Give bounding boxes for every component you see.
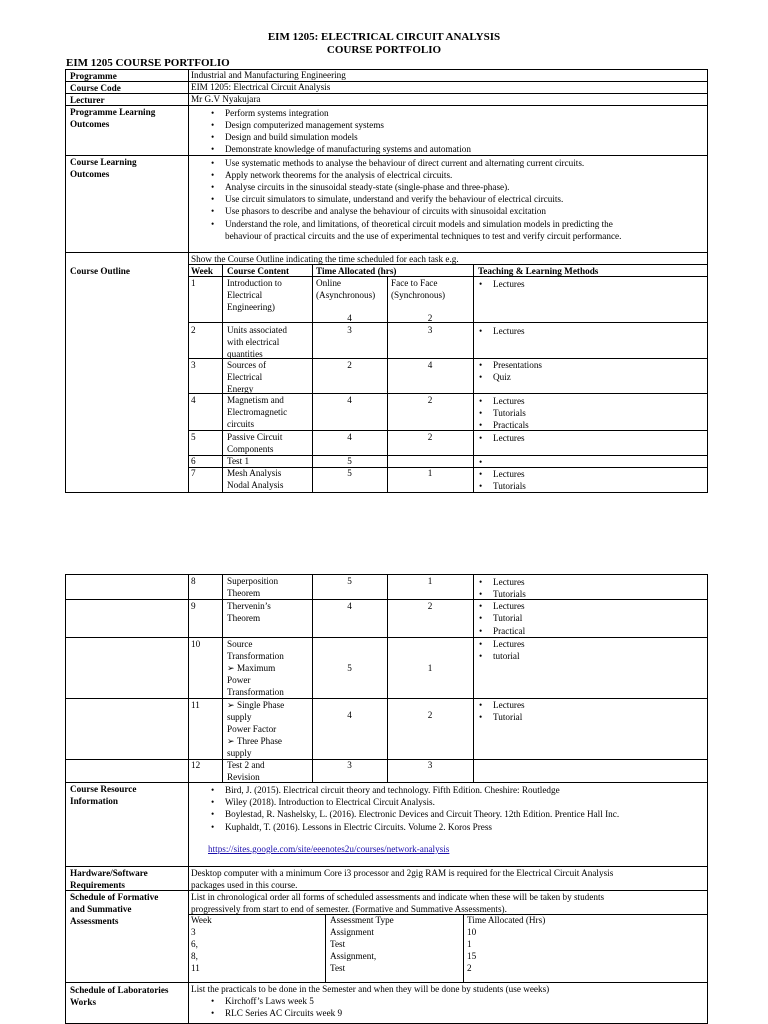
course-code-label: Course Code: [70, 83, 121, 93]
plo-item: • Design and build simulation models: [225, 131, 358, 143]
week-number: 8: [191, 576, 196, 586]
course-content: supply: [227, 712, 252, 722]
f2f-hours: 2: [427, 313, 433, 323]
method-item: • Lectures: [493, 600, 525, 612]
course-content: Thervenin’s: [227, 601, 271, 611]
course-content: Revision: [227, 772, 260, 782]
resource-item: • Wiley (2018). Introduction to Electrical Circuit Analysis.: [225, 796, 435, 808]
online-hours: 4: [347, 395, 352, 405]
week-number: 3: [191, 360, 196, 370]
assessment-header-type: Assessment Type: [330, 915, 394, 925]
course-code-value: EIM 1205: Electrical Circuit Analysis: [191, 82, 331, 92]
method-item: • Tutorial: [493, 711, 522, 723]
labs-intro: List the practicals to be done in the Semester and when they will be done by students (use weeks): [191, 984, 550, 994]
method-item: • Lectures: [493, 325, 525, 337]
course-content: Engineering): [227, 302, 275, 312]
plo-item: • Perform systems integration: [225, 107, 329, 119]
course-content: Nodal Analysis: [227, 480, 284, 490]
f2f-hours: 1: [427, 663, 433, 673]
document-title: EIM 1205: ELECTRICAL CIRCUIT ANALYSIS: [267, 31, 501, 43]
f2f-hours: 2: [427, 710, 433, 720]
method-item: • Lectures: [493, 432, 525, 444]
labs-label-2: Works: [70, 997, 97, 1007]
method-item: • Quiz: [493, 371, 511, 383]
course-content: Units associated: [227, 325, 287, 335]
course-content: Theorem: [227, 588, 261, 598]
course-content: circuits: [227, 419, 255, 429]
f2f-hours: 2: [427, 601, 433, 611]
outline-header-content: Course Content: [227, 266, 290, 276]
assessment-time: 15: [467, 951, 477, 961]
assessments-intro: List in chronological order all forms of scheduled assessments and indicate when these will be taken by students: [191, 892, 605, 902]
assessment-type: Assignment,: [330, 951, 377, 961]
online-hours: 3: [347, 325, 352, 335]
course-outline-intro: Show the Course Outline indicating the time scheduled for each task e.g.: [191, 254, 459, 264]
online-hours: 5: [347, 456, 352, 466]
method-item: • Lectures: [493, 395, 525, 407]
assessment-type: Assignment: [330, 927, 374, 937]
course-content: ➢ Maximum: [227, 663, 276, 673]
course-content: Passive Circuit: [227, 432, 283, 442]
plo-item: • Demonstrate knowledge of manufacturing systems and automation: [225, 143, 471, 155]
f2f-hours: 2: [427, 395, 433, 405]
assessment-type: Test: [330, 939, 346, 949]
course-content: Test 2 and: [227, 760, 265, 770]
method-item: • Tutorials: [493, 480, 526, 492]
assessment-week: 6,: [191, 939, 198, 949]
clo-item: • Understand the role, and limitations, of theoretical circuit models and simulation models in predicting the: [225, 218, 613, 230]
online-hours: 4: [347, 710, 352, 720]
online-hours: 4: [347, 432, 352, 442]
f2f-hours: 4: [427, 360, 433, 370]
assessments-label-3: Assessments: [70, 916, 119, 926]
course-content: Introduction to: [227, 278, 282, 288]
assessment-time: 10: [467, 927, 477, 937]
course-content: Power Factor: [227, 724, 277, 734]
online-hours: 4: [347, 313, 352, 323]
f2f-hours: 3: [427, 760, 433, 770]
week-number: 4: [191, 395, 196, 405]
outline-header-week: Week: [191, 266, 213, 276]
course-content: ➢ Single Phase: [227, 700, 285, 710]
assessment-header-time: Time Allocated (Hrs): [467, 915, 546, 925]
resources-label: Course Resource: [70, 784, 137, 794]
f2f-hours: 1: [427, 576, 433, 586]
course-content: Components: [227, 444, 274, 454]
course-content: Energy: [227, 384, 254, 394]
plo-item: • Design computerized management systems: [225, 119, 384, 131]
course-content: quantities: [227, 349, 263, 359]
method-item: • Lectures: [493, 468, 525, 480]
course-content: Theorem: [227, 613, 261, 623]
course-content: Electrical: [227, 372, 263, 382]
f2f-hours: 2: [427, 432, 433, 442]
programme-label: Programme: [70, 71, 117, 81]
assessment-week: 3: [191, 927, 196, 937]
week-number: 11: [191, 700, 200, 710]
course-content: Magnetism and: [227, 395, 284, 405]
hardware-text: Desktop computer with a minimum Core i3 processor and 2gig RAM is required for the Electrical Circuit Analysis: [191, 868, 614, 878]
assessments-intro-2: progressively from start to end of semester. (Formative and Summative Assessments).: [191, 904, 507, 914]
online-hours: 4: [347, 601, 352, 611]
resource-item: • Boylestad, R. Nashelsky, L. (2016). Electronic Devices and Circuit Theory. 12th Edition. Prentice Hall Inc.: [225, 808, 619, 820]
online-subheader: (Asynchronous): [316, 290, 376, 300]
course-content: Power: [227, 675, 251, 685]
lab-item: • RLC Series AC Circuits week 9: [225, 1007, 342, 1019]
assessment-time: 1: [467, 939, 472, 949]
lab-item: • Kirchoff’s Laws week 5: [225, 995, 314, 1007]
method-item: • Practicals: [493, 419, 529, 431]
lecturer-value: Mr G.V Nyakujara: [191, 94, 261, 104]
online-hours: 2: [347, 360, 352, 370]
clo-label-2: Outcomes: [70, 169, 110, 179]
week-number: 5: [191, 432, 196, 442]
document-subtitle: COURSE PORTFOLIO: [326, 44, 442, 56]
labs-label: Schedule of Laboratories: [70, 985, 169, 995]
online-hours: 3: [347, 760, 352, 770]
hardware-text-2: packages used in this course.: [191, 880, 298, 890]
online-hours: 5: [347, 468, 352, 478]
lecturer-label: Lecturer: [70, 95, 105, 105]
course-content: Mesh Analysis: [227, 468, 282, 478]
method-item: • Lectures: [493, 278, 525, 290]
plo-label-2: Outcomes: [70, 119, 110, 129]
clo-item: • Use systematic methods to analyse the behaviour of direct current and alternating current circuits.: [225, 157, 584, 169]
course-content: Electromagnetic: [227, 407, 288, 417]
clo-item: • Use phasors to describe and analyse the behaviour of circuits with sinusoidal excitation: [225, 205, 546, 217]
method-item: • tutorial: [493, 650, 520, 662]
clo-item: • Use circuit simulators to simulate, understand and verify the behaviour of electrical circuits.: [225, 193, 563, 205]
outline-header-time: Time Allocated (hrs): [316, 266, 397, 276]
resource-item: • Kuphaldt, T. (2016). Lessons in Electric Circuits. Volume 2. Koros Press: [225, 821, 492, 833]
method-item: • Tutorials: [493, 407, 526, 419]
outline-header-methods: Teaching & Learning Methods: [478, 266, 599, 276]
method-item: • Tutorials: [493, 588, 526, 600]
hardware-label: Hardware/Software: [70, 868, 148, 878]
method-item: • Lectures: [493, 699, 525, 711]
assessment-time: 2: [467, 963, 472, 973]
week-number: 12: [191, 760, 201, 770]
assessments-label: Schedule of Formative: [70, 892, 159, 902]
clo-item: • Analyse circuits in the sinusoidal steady-state (single-phase and three-phase).: [225, 181, 509, 193]
resource-link[interactable]: https://sites.google.com/site/eeenotes2u/courses/network-analysis: [208, 844, 450, 854]
online-subheader: Online: [316, 278, 342, 288]
course-content: with electrical: [227, 337, 280, 347]
online-hours: 5: [347, 663, 352, 673]
online-hours: 5: [347, 576, 352, 586]
plo-label: Programme Learning: [70, 107, 156, 117]
method-item: • Presentations: [493, 359, 542, 371]
course-content: supply: [227, 748, 252, 758]
method-item: • Practical: [493, 625, 525, 637]
clo-item: • Apply network theorems for the analysis of electrical circuits.: [225, 169, 452, 181]
resources-label-2: Information: [70, 796, 118, 806]
f2f-hours: 1: [427, 468, 433, 478]
course-content: Source: [227, 639, 253, 649]
assessments-label-2: and Summative: [70, 904, 132, 914]
f2f-hours: 3: [427, 325, 433, 335]
f2f-subheader: (Synchronous): [391, 290, 446, 300]
course-content: Electrical: [227, 290, 263, 300]
method-item: • Lectures: [493, 638, 525, 650]
week-number: 7: [191, 468, 196, 478]
week-number: 6: [191, 456, 196, 466]
assessment-week: 11: [191, 963, 200, 973]
week-number: 1: [191, 278, 196, 288]
hardware-label-2: Requirements: [70, 880, 125, 890]
clo-label: Course Learning: [70, 157, 137, 167]
course-outline-label: Course Outline: [70, 266, 130, 276]
assessment-header-week: Week: [191, 915, 212, 925]
method-item: • Tutorial: [493, 612, 522, 624]
week-number: 10: [191, 639, 201, 649]
f2f-subheader: Face to Face: [391, 278, 438, 288]
course-content: Transformation: [227, 651, 284, 661]
course-content: Superposition: [227, 576, 279, 586]
clo-item-continuation: behaviour of practical circuits and the use of experimental techniques to test and verify circuit performance.: [225, 231, 622, 241]
programme-value: Industrial and Manufacturing Engineering: [191, 70, 346, 80]
method-item: • Lectures: [493, 576, 525, 588]
course-content: Transformation: [227, 687, 284, 697]
assessment-type: Test: [330, 963, 346, 973]
week-number: 2: [191, 325, 196, 335]
assessment-week: 8,: [191, 951, 198, 961]
portfolio-heading: EIM 1205 COURSE PORTFOLIO: [66, 57, 230, 69]
course-content: ➢ Three Phase: [227, 736, 282, 746]
resource-item: • Bird, J. (2015). Electrical circuit theory and technology. Fifth Edition. Cheshire: Routledge: [225, 784, 560, 796]
week-number: 9: [191, 601, 196, 611]
course-content: Sources of: [227, 360, 267, 370]
course-content: Test 1: [227, 456, 250, 466]
